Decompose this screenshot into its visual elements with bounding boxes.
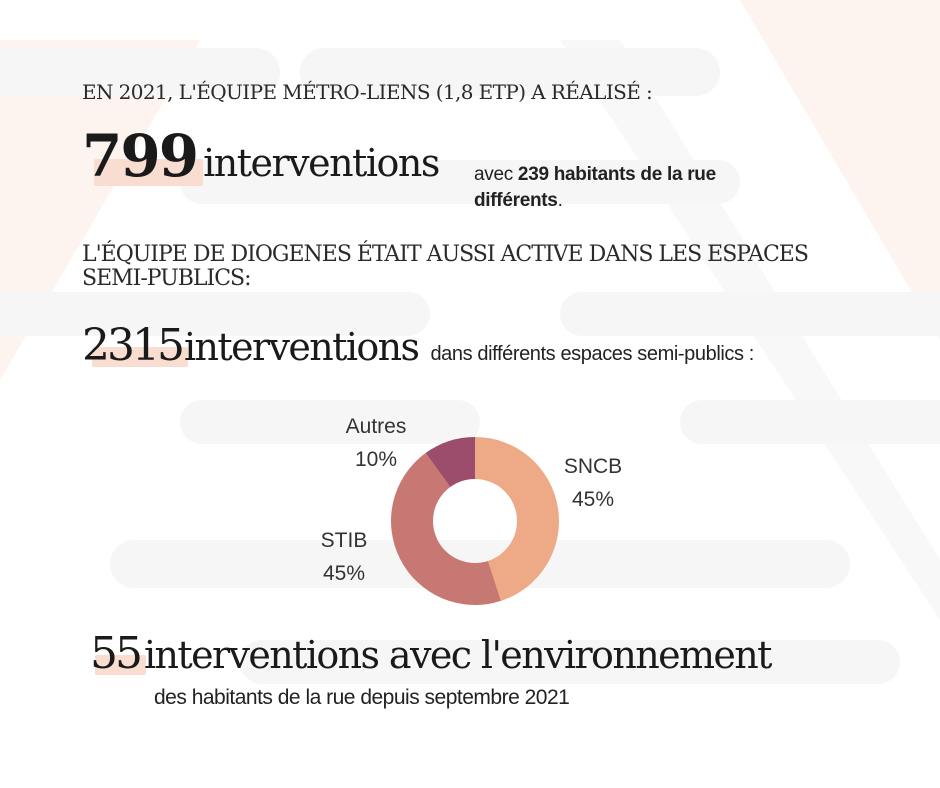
section2-heading: L'ÉQUIPE DE DIOGENES ÉTAIT AUSSI ACTIVE DANS LES ESPACES SEMI-PUBLICS: bbox=[82, 242, 808, 291]
stat3-unit: interventions avec l'environnement bbox=[144, 633, 771, 677]
stat1-description bbox=[474, 162, 804, 214]
stat1-desc-pre: avec bbox=[474, 164, 513, 185]
slice-value-sncb: 45% bbox=[571, 488, 615, 511]
slice-label-autres: Autres bbox=[345, 415, 407, 438]
stat2-unit: interventions bbox=[183, 325, 419, 369]
slice-label-stib: STIB bbox=[320, 529, 368, 552]
stat3-description: des habitants de la rue depuis septembre 2021 bbox=[154, 686, 570, 709]
stat2-number: 2315 bbox=[82, 320, 182, 371]
stat2-description: dans différents espaces semi-publics : bbox=[430, 343, 754, 365]
slice-value-stib: 45% bbox=[322, 562, 366, 585]
stat1-desc-post: . bbox=[557, 190, 563, 211]
stat3-number: 55 bbox=[90, 628, 140, 679]
slice-value-autres: 10% bbox=[354, 448, 398, 471]
chart-label-stib bbox=[304, 524, 384, 590]
stat-2315-row bbox=[82, 320, 754, 371]
slice-label-sncb: SNCB bbox=[563, 455, 623, 478]
stat1-desc-bold: 239 habitants de la rue différents bbox=[474, 164, 716, 211]
intro-heading: EN 2021, L'ÉQUIPE MÉTRO-LIENS (1,8 ETP) A RÉALISÉ : bbox=[82, 80, 653, 104]
donut-chart bbox=[380, 426, 570, 616]
stat-55-row bbox=[90, 628, 771, 679]
stat1-number: 799 bbox=[82, 122, 198, 190]
stat-799-row bbox=[82, 122, 439, 190]
stat1-unit: interventions bbox=[203, 141, 439, 185]
